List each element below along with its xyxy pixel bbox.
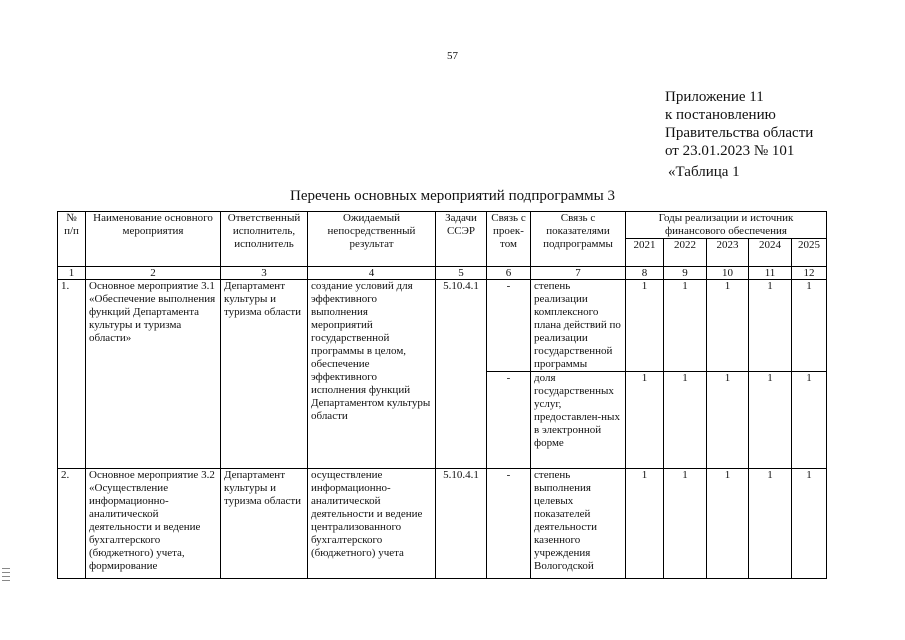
column-number: 11	[749, 267, 792, 280]
activity-name: Основное мероприятие 3.2 «Осуществление информационно-аналитической деятельности и ведение бухгалтерского (бюджетного) учета, формирование	[86, 469, 221, 579]
project-link: -	[487, 280, 531, 372]
header-year: 2021	[626, 239, 664, 267]
year-value: 1	[707, 372, 749, 469]
year-value: 1	[664, 372, 707, 469]
header-link: Связь с проек-том	[487, 212, 531, 267]
appendix-line: к постановлению	[665, 107, 776, 123]
table-label: «Таблица 1	[668, 164, 740, 180]
column-number: 8	[626, 267, 664, 280]
responsible-executor: Департамент культуры и туризма области	[221, 469, 308, 579]
year-value: 1	[749, 469, 792, 579]
year-value: 1	[792, 280, 827, 372]
header-num: № п/п	[58, 212, 86, 267]
expected-result: создание условий для эффективного выполнения мероприятий государственной программы в целом, обеспечение эффективного исполнения функций Департаментом культуры области	[308, 280, 436, 469]
indicator: степень реализации комплексного плана действий по реализации государственной программы	[531, 280, 626, 372]
expected-result: осуществление информационно-аналитической деятельности и ведение централизованного бухгалтерского (бюджетного) учета	[308, 469, 436, 579]
page-number: 57	[447, 50, 458, 62]
year-value: 1	[707, 469, 749, 579]
column-number: 4	[308, 267, 436, 280]
appendix-line: Приложение 11	[665, 89, 764, 105]
header-result: Ожидаемый непосредственный результат	[308, 212, 436, 267]
appendix-line: Правительства области	[665, 125, 814, 141]
header-name: Наименование основного мероприятия	[86, 212, 221, 267]
ssser-task: 5.10.4.1	[436, 280, 487, 469]
header-responsible: Ответственный исполнитель, исполнитель	[221, 212, 308, 267]
activity-name: Основное мероприятие 3.1 «Обеспечение выполнения функций Департамента культуры и туризма области»	[86, 280, 221, 469]
year-value: 1	[664, 469, 707, 579]
header-years-group: Годы реализации и источник финансового обеспечения	[626, 212, 827, 239]
appendix-block	[665, 88, 813, 160]
header-year: 2025	[792, 239, 827, 267]
column-number: 3	[221, 267, 308, 280]
ssser-task: 5.10.4.1	[436, 469, 487, 579]
year-value: 1	[626, 280, 664, 372]
column-number: 6	[487, 267, 531, 280]
row-number: 1.	[58, 280, 86, 469]
year-value: 1	[792, 469, 827, 579]
year-value: 1	[626, 372, 664, 469]
indicator: степень выполнения целевых показателей деятельности казенного учреждения Вологодской	[531, 469, 626, 579]
appendix-line: от 23.01.2023 № 101	[665, 143, 795, 159]
activities-table	[57, 211, 827, 579]
column-number: 1	[58, 267, 86, 280]
header-year: 2022	[664, 239, 707, 267]
year-value: 1	[626, 469, 664, 579]
header-indicators: Связь с показателями подпрограммы	[531, 212, 626, 267]
header-year: 2024	[749, 239, 792, 267]
responsible-executor: Департамент культуры и туризма области	[221, 280, 308, 469]
project-link: -	[487, 372, 531, 469]
column-number: 10	[707, 267, 749, 280]
header-tasks: Задачи ССЭР	[436, 212, 487, 267]
column-number: 12	[792, 267, 827, 280]
indicator: доля государственных услуг, предоставлен-ных в электронной форме	[531, 372, 626, 469]
column-number: 9	[664, 267, 707, 280]
document-title: Перечень основных мероприятий подпрограммы 3	[290, 188, 615, 204]
year-value: 1	[749, 372, 792, 469]
row-number: 2.	[58, 469, 86, 579]
year-value: 1	[749, 280, 792, 372]
column-number: 5	[436, 267, 487, 280]
column-number: 2	[86, 267, 221, 280]
year-value: 1	[707, 280, 749, 372]
header-year: 2023	[707, 239, 749, 267]
year-value: 1	[792, 372, 827, 469]
scan-edge-marks	[2, 568, 10, 592]
project-link: -	[487, 469, 531, 579]
column-number: 7	[531, 267, 626, 280]
year-value: 1	[664, 280, 707, 372]
